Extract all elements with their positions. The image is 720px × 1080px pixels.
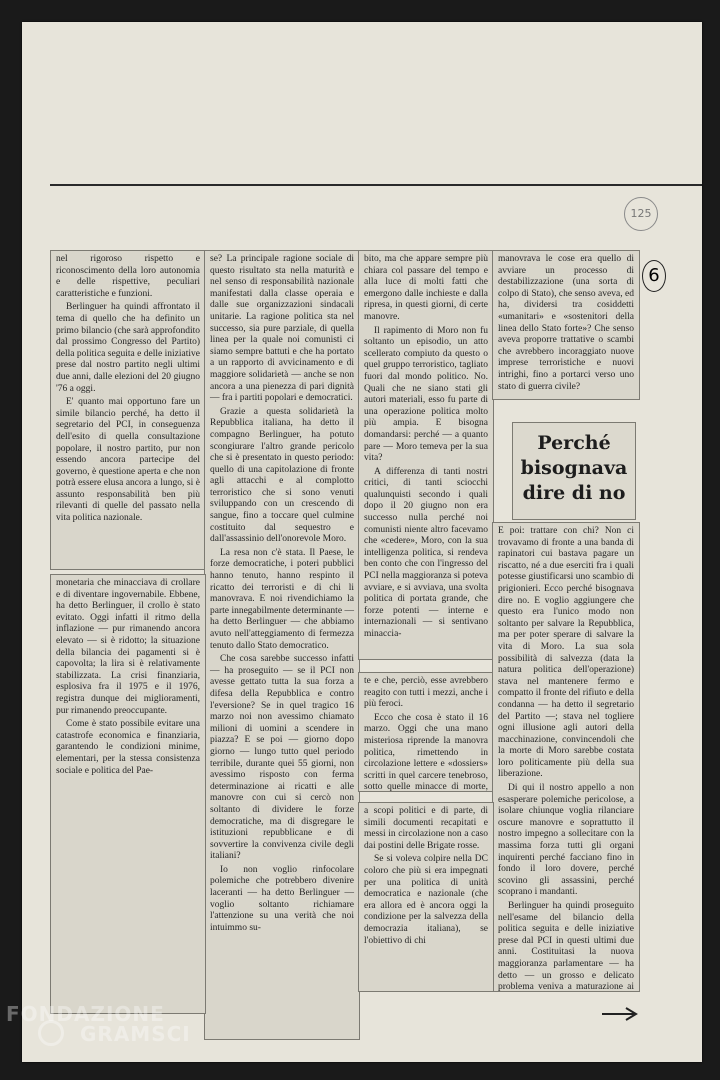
continuation-arrow-icon: [600, 1004, 640, 1024]
paragraph: manovrava le cose era quello di avviare un processo di destabilizzazione (una sorta di colpo di Stato), che senso aveva, ed ha, dividersi tra cosiddetti «umanitari» e «sostenitori della linea dello Stato forte»? Che senso aveva proporre trattative o scambi che avrebbero incoraggiato nuove imprese terroristiche e nuovi intrighi, fino a portarci verso uno stato di guerra civile?: [498, 254, 634, 392]
handwritten-annotation: 6: [642, 260, 666, 292]
archive-watermark: [0, 996, 230, 1048]
article-headline: [512, 422, 636, 520]
clipping-col1-top: [50, 250, 206, 570]
headline-line: Perché: [537, 432, 611, 454]
paragraph: Se si voleva colpire nella DC coloro che più si era impegnati per una politica di unità democratica e nazionale (che era allora ed è ancora oggi la condizione per la salvezza della democrazia italiana), se l'obiettivo di chi: [364, 854, 488, 946]
paragraph: Io non voglio rinfocolare polemiche che potrebbero divenire laceranti — ha detto Berlinguer — voglio soltanto richiamare l'attenzione su una verità che noi intuimmo su-: [210, 864, 354, 933]
clipping-col1-bottom: [50, 574, 206, 1014]
clipping-col4-top: [492, 250, 640, 400]
paragraph: a scopi politici e di parte, di simili documenti recapitati e messi in circolazione non a caso dai postini delle Brigate rosse.: [364, 806, 488, 851]
headline-line: dire di no: [522, 482, 626, 504]
clipping-col3-top: [358, 250, 494, 660]
watermark-line: GRAMSCI: [80, 1022, 191, 1046]
paragraph: Il rapimento di Moro non fu soltanto un episodio, un atto scellerato compiuto da questo o quel gruppo terroristico, tagliato fuori dal mondo politico. No. Quali che ne siano stati gli autori materiali, esso fu parte di una operazione politica molto più ampia. E bisogna domandarsi: perché — a quanto pare — Moro temeva per la sua vita?: [364, 325, 488, 464]
paragraph: nel rigoroso rispetto e riconoscimento della loro autonomia e delle rispettive, peculiari caratteristiche e funzioni.: [56, 254, 200, 299]
paragraph: monetaria che minacciava di crollare e di diventare ingovernabile. Ebbene, ha detto Berlinguer, il crollo è stato evitato. Oggi infatti il ritmo della inflazione — pur rimanendo ancora elevato — si è ridotto; la situazione della bilancia dei pagamenti si è capovolta; la lira si è relativamente stabilizzata. La crisi finanziaria, esplosiva fra il 1975 e il 1976, registra dunque dei miglioramenti, pur rimanendo preoccupante.: [56, 578, 200, 716]
watermark-line: FONDAZIONE: [6, 1002, 165, 1026]
horizontal-rule: [50, 184, 702, 186]
paragraph: te e che, perciò, esse avrebbero reagito con tutti i mezzi, anche i più feroci.: [364, 676, 488, 710]
watermark-logo-icon: [38, 1020, 64, 1046]
paragraph: Berlinguer ha quindi affrontato il tema di quello che ha definito un primo bilancio (che sarà approfondito dal prossimo Congresso del Partito) della politica seguita e delle iniziative prese dal nostro partito negli ultimi due anni, dalle elezioni del 20 giugno '76 a oggi.: [56, 302, 200, 394]
paragraph: Che cosa sarebbe successo infatti — ha proseguito — se il PCI non avesse gettato tutta la sua forza a difesa della Repubblica e contro l'eversione? Se in quel tragico 16 marzo noi non avessimo chiamato milioni di uomini a scendere in piazza? E se poi — giorno dopo giorno — lungo tutto quel periodo terribile, durante quei 55 giorni, non avessimo risposto con ferma determinazione ai ricatti e alle manovre con cui si cercò non soltanto di dividere le forze democratiche, ma di disgregare le istituzioni repubblicane e di sovvertire la convivenza civile degli italiani?: [210, 654, 354, 862]
paragraph: bito, ma che appare sempre più chiara col passare del tempo e alla luce di molti fatti che emergono dalle inchieste e dalla ripresa, in questi giorni, di certe manovre.: [364, 254, 488, 322]
paragraph: E poi: trattare con chi? Non ci trovavamo di fronte a una banda di rapinatori cui bastava pagare un riscatto, né a due eserciti fra i quali potesse giustificarsi uno scambio di prigionieri. Ecco perché bisognava dire no. E voglio aggiungere che questo era l'unico modo non soltanto per salvare la Repubblica, ma per poter sperare di salvare la vita di Moro. La sua sola possibilità di salvezza (data la natura politica dell'operazione) stava nel mantenere fermo e compatto il fronte del rifiuto e della condanna — ha detto il segretario del Partito —; stava nel togliere ogni illusione agli autori della macchinazione, convincendoli che la morte di Moro sarebbe costata loro politicamente più della sua liberazione.: [498, 526, 634, 780]
clipping-col4-body: [492, 522, 640, 992]
clipping-col2: [204, 250, 360, 1040]
paragraph: Grazie a questa solidarietà la Repubblica italiana, ha detto il compagno Berlinguer, ha potuto scongiurare l'altro grande pericolo che si è presentato in questo periodo: quello di una capitolazione di fronte agli attacchi e al complotto terroristico che si sono venuti sviluppando con un crescendo di sangue, fino a toccare quel culmine costituito dal sequestro e dall'assassinio dell'onorevole Moro.: [210, 406, 354, 545]
paragraph: se? La principale ragione sociale di questo risultato sta nella maturità e nel senso di responsabilità nazionale manifestati dalla classe operaia e dalle sue organizzazioni sindacali unitarie. La ragione politica sta nel successo, sia pure parziale, di quella linea per la quale noi comunisti ci siamo sempre battuti e che ha portato a un rapporto di avvicinamento e di maggiore solidarietà — anche se non ancora a una pienezza di pari dignità — fra i partiti popolari e democratici.: [210, 254, 354, 404]
paragraph: Berlinguer ha quindi proseguito nell'esame del bilancio della politica seguita e delle iniziative prese dal PCI in questi ultimi due anni. Costituitasi la nuova maggioranza parlamentare — ha detto — un grosso e delicato problema veniva a maturazione ai: [498, 901, 634, 992]
clipping-col3-bottom: [358, 802, 494, 992]
paragraph: Di qui il nostro appello a non esasperare polemiche pericolose, a isolare chiunque voglia rilanciare oscure manovre e soprattutto il nostro impegno a sollecitare con la massima forza tutti gli organi inquirenti perché facciano fino in fondo il loro dovere, perché scovino gli assassini, perché scoprano i mandanti.: [498, 783, 634, 898]
page-number-stamp: 125: [624, 197, 658, 231]
paragraph: Come è stato possibile evitare una catastrofe economica e finanziaria, garantendo le condizioni minime, elementari, per la stessa consistenza sociale e politica del Pae-: [56, 719, 200, 776]
paragraph: Ecco che cosa è stato il 16 marzo. Oggi che una mano misteriosa riprende la manovra politica, rimettendo in circolazione lettere e «dossiers» scritti in quel carcere tenebroso, sotto quelle minacce di morte,: [364, 712, 488, 792]
document-sheet: [22, 22, 702, 1062]
paragraph: A differenza di tanti nostri critici, di tanti sciocchi qualunquisti secondo i quali dopo il 20 giugno non era successo nulla perché noi comunisti niente altro facevamo che «cedere», Moro, con la sua intelligenza politica, si rendeva ben conto che con l'ingresso del PCI nella maggioranza si poteva avviare, e si avviava, una svolta politica di portata grande, che forze potenti — interne e internazionali — si sentivano minaccia-: [364, 466, 488, 639]
paragraph: La resa non c'è stata. Il Paese, le forze democratiche, i poteri pubblici hanno tenuto, hanno respinto il ricatto dei terroristi e di chi li manovrava. E noi rivendichiamo la parte innegabilmente determinante — ha detto Berlinguer — che abbiamo avuto nell'atteggiamento di fermezza tenuto dallo Stato democratico.: [210, 547, 354, 651]
clipping-col3-mid: [358, 672, 494, 792]
paragraph: E' quanto mai opportuno fare un simile bilancio perché, ha detto il segretario del PCI, in conseguenza dell'esito di quella consultazione popolare, il nostro partito, pur non essendo ancora partecipe del governo, è questione aperta e che non potrà essere elusa ancora a lungo, si è assunto responsabilità ben più rilevanti di quelle del passato nella vita politica nazionale.: [56, 397, 200, 524]
headline-line: bisognava: [520, 457, 628, 479]
